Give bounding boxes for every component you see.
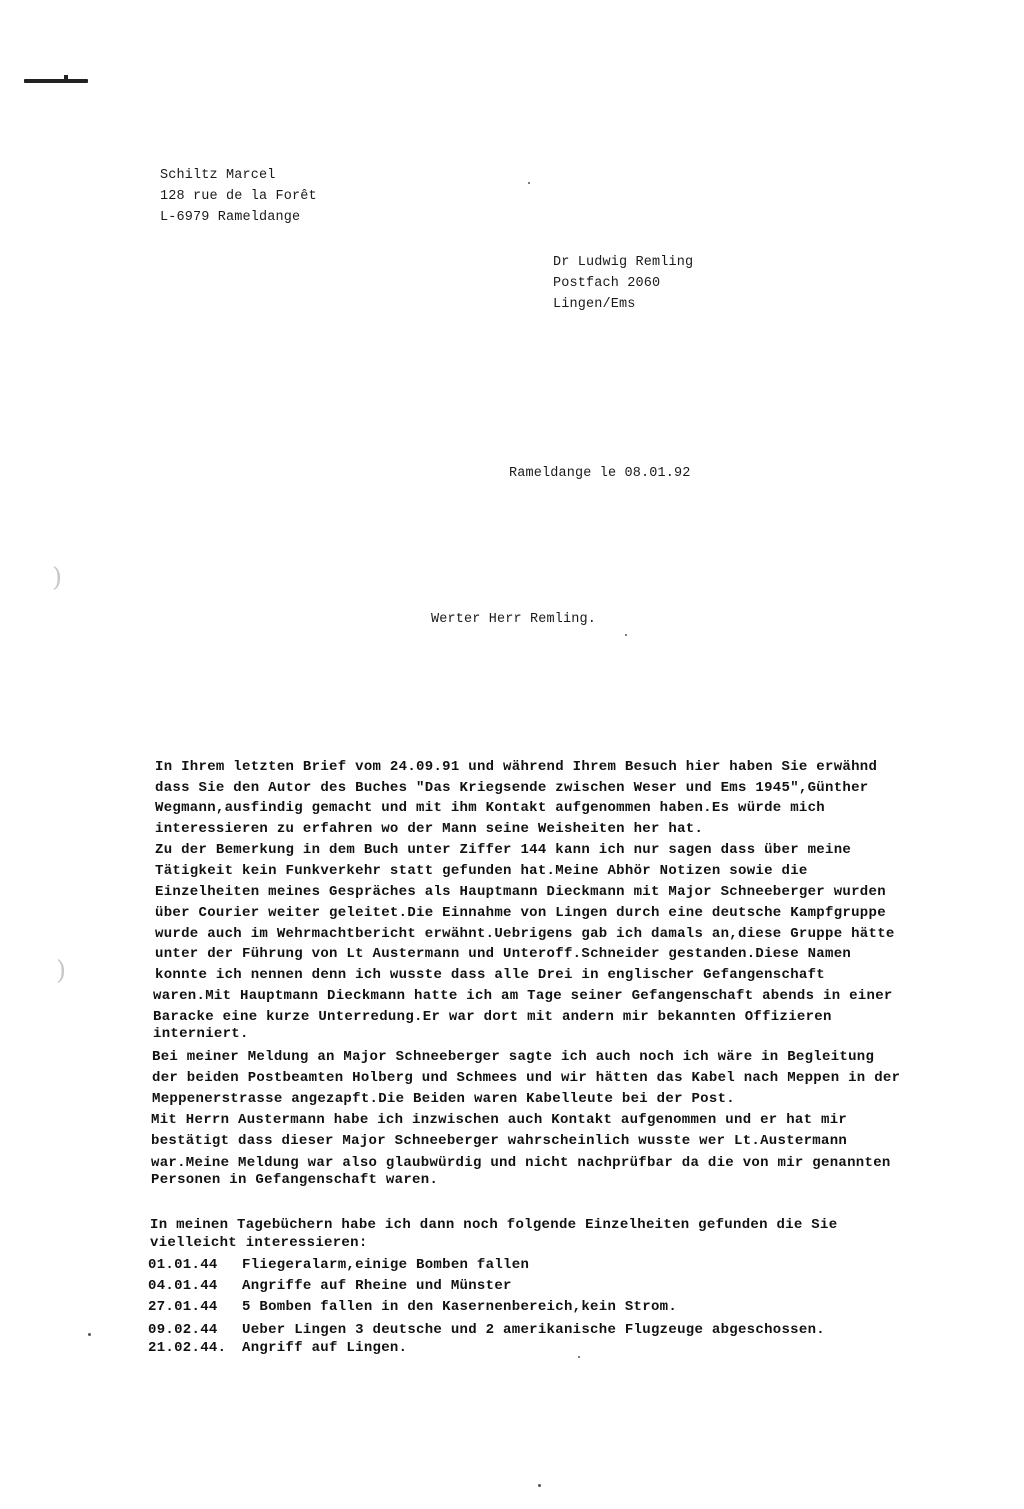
body-line: In Ihrem letzten Brief vom 24.09.91 und während Ihrem Besuch hier haben Sie erwähnd [155,759,878,775]
body-line: interessieren zu erfahren wo der Mann seine Weisheiten her hat. [155,821,704,837]
recipient-postbox: Postfach 2060 [553,276,661,291]
diary-text: 5 Bomben fallen in den Kasernenbereich,kein Strom. [242,1299,678,1315]
diary-date: 09.02.44 [148,1322,218,1338]
speck [538,1484,541,1487]
recipient-city: Lingen/Ems [553,297,636,312]
diary-entry [148,1340,408,1356]
margin-mark [24,79,88,83]
body-line: der beiden Postbeamten Holberg und Schmees und wir hätten das Kabel nach Meppen in der [152,1070,901,1086]
sender-name: Schiltz Marcel [160,168,276,183]
recipient-name: Dr Ludwig Remling [553,255,694,270]
diary-entry [148,1299,678,1315]
punch-hole-mark: ) [52,563,63,593]
diary-entry [148,1278,512,1294]
date-line: Rameldange le 08.01.92 [509,466,691,481]
diary-date: 27.01.44 [148,1299,218,1315]
speck [625,634,627,636]
diary-entry [148,1322,825,1338]
body-line: Meppenerstrasse angezapft.Die Beiden waren Kabelleute bei der Post. [152,1091,735,1107]
body-line: Einzelheiten meines Gespräches als Hauptmann Dieckmann mit Major Schneeberger wurden [155,884,886,900]
body-line: konnte ich nennen denn ich wusste dass alle Drei in englischer Gefangenschaft [155,967,826,983]
speck [578,1356,580,1358]
body-line: unter der Führung von Lt Austermann und Unteroff.Schneider gestanden.Diese Namen [155,946,852,962]
body-line: dass Sie den Autor des Buches "Das Kriegsende zwischen Weser und Ems 1945",Günther [155,780,869,796]
diary-intro-line: vielleicht interessieren: [150,1235,368,1251]
body-line: Personen in Gefangenschaft waren. [151,1172,439,1188]
body-line: waren.Mit Hauptmann Dieckmann hatte ich am Tage seiner Gefangenschaft abends in einer [153,988,893,1004]
diary-text: Angriff auf Lingen. [242,1340,408,1356]
diary-text: Ueber Lingen 3 deutsche und 2 amerikanische Flugzeuge abgeschossen. [242,1322,825,1338]
body-line: wurde auch im Wehrmachtbericht erwähnt.Uebrigens gab ich damals an,diese Gruppe hätte [155,926,895,942]
diary-date: 04.01.44 [148,1278,218,1294]
diary-date: 01.01.44 [148,1257,218,1273]
body-line: Zu der Bemerkung in dem Buch unter Ziffer 144 kann ich nur sagen dass über meine [155,842,852,858]
diary-entry [148,1257,530,1273]
body-line: Mit Herrn Austermann habe ich inzwischen auch Kontakt aufgenommen und er hat mir [151,1112,848,1128]
sender-city: L-6979 Rameldange [160,210,301,225]
body-line: Bei meiner Meldung an Major Schneeberger sagte ich auch noch ich wäre in Begleitung [152,1049,875,1065]
diary-text: Angriffe auf Rheine und Münster [242,1278,512,1294]
diary-intro-line: In meinen Tagebüchern habe ich dann noch folgende Einzelheiten gefunden die Sie [150,1217,838,1233]
body-line: Baracke eine kurze Unterredung.Er war dort mit andern mir bekannten Offizieren [153,1009,832,1025]
body-line: war.Meine Meldung war also glaubwürdig und nicht nachprüfbar da die von mir genannten [151,1155,891,1171]
punch-hole-mark: ) [56,956,67,986]
body-line: Wegmann,ausfindig gemacht und mit ihm Kontakt aufgenommen haben.Es würde mich [155,800,826,816]
body-line: bestätigt dass dieser Major Schneeberger wahrscheinlich wusste wer Lt.Austermann [151,1133,848,1149]
diary-text: Fliegeralarm,einige Bomben fallen [242,1257,530,1273]
speck [528,182,530,184]
body-line: interniert. [153,1026,249,1042]
body-line: über Courier weiter geleitet.Die Einnahme von Lingen durch eine deutsche Kampfgruppe [155,905,886,921]
speck [88,1333,91,1336]
body-line: Tätigkeit kein Funkverkehr statt gefunden hat.Meine Abhör Notizen sowie die [155,863,808,879]
diary-date: 21.02.44. [148,1340,227,1356]
sender-street: 128 rue de la Forêt [160,189,317,204]
greeting: Werter Herr Remling. [431,612,597,627]
